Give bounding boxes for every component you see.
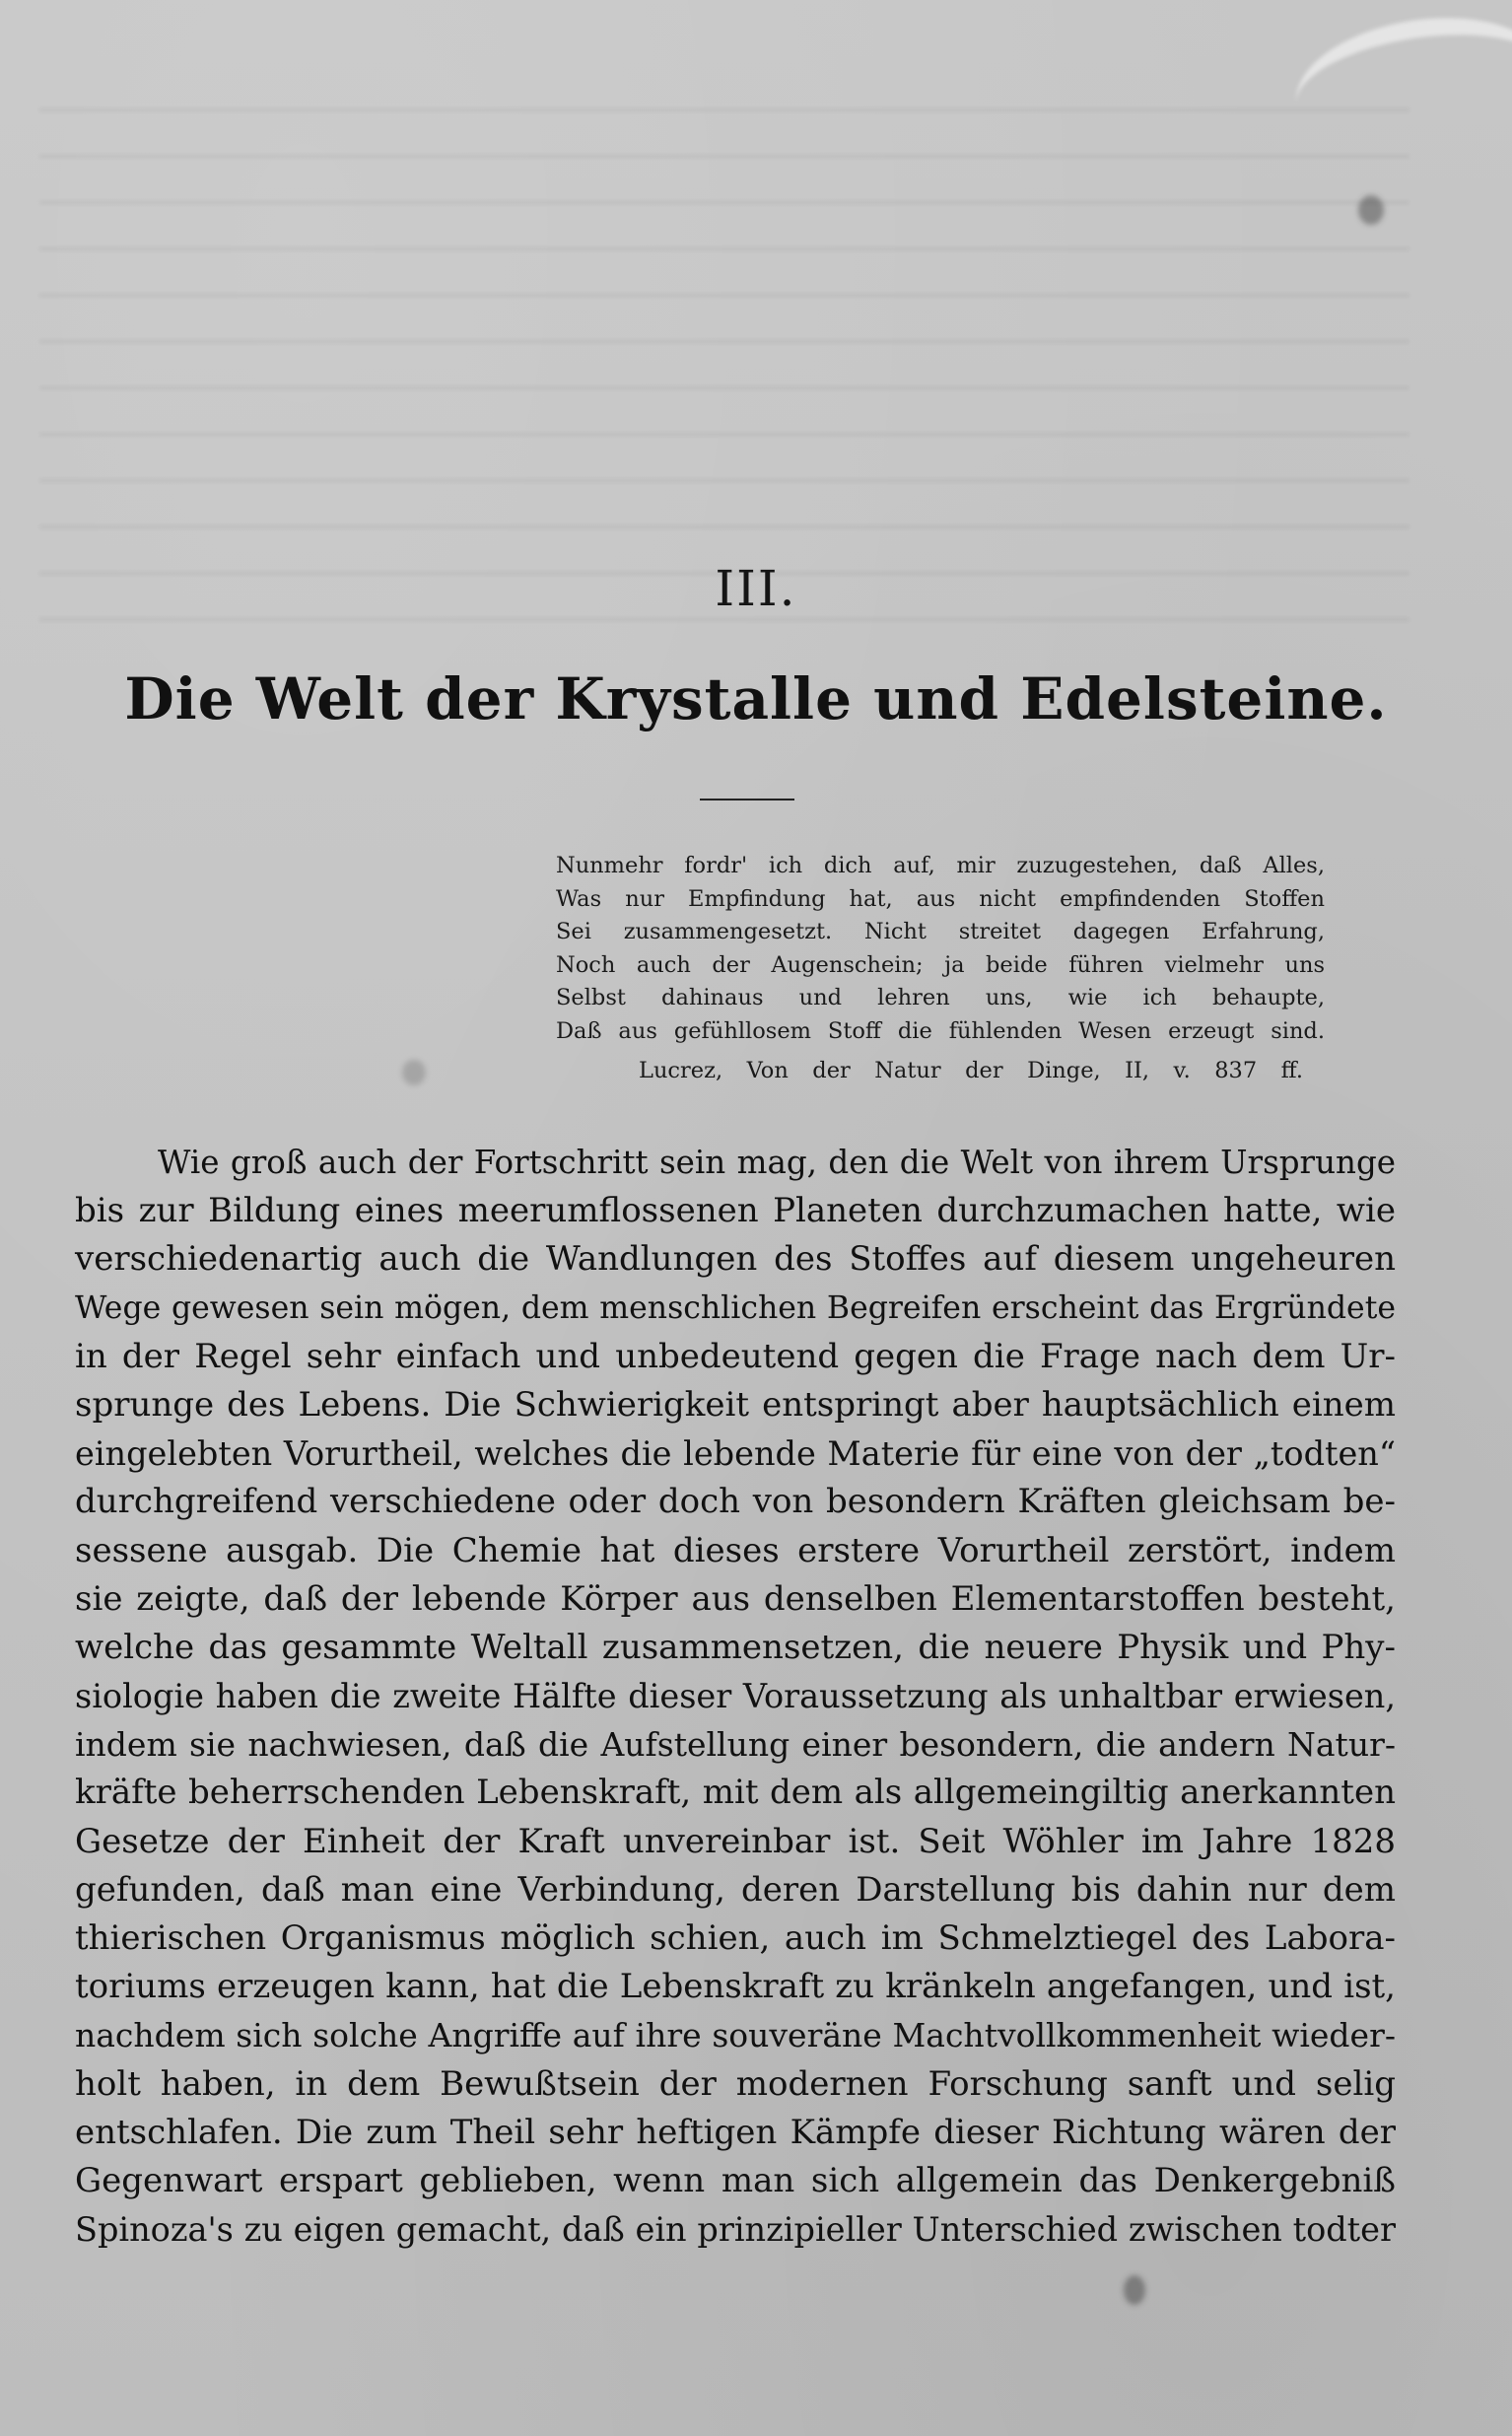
chapter-title: Die Welt der Krystalle und Edelsteine. [124,665,1388,732]
body-line: gefunden, daß man eine Verbindung, deren Darstellung bis dahin nur dem [75,1869,1396,1910]
title-divider [700,799,794,800]
epigraph [556,850,1325,1048]
body-line: Gegenwart erspart geblieben, wenn man sich allgemein das Denkergebniß [75,2160,1396,2200]
body-line: eingelebten Vorurtheil, welches die lebende Materie für eine von der „todten“ [75,1434,1396,1474]
body-line: durchgreifend verschiedene oder doch von besondern Kräften gleichsam be- [75,1482,1396,1522]
body-line: indem sie nachwiesen, daß die Aufstellung einer besondern, die andern Natur- [75,1725,1396,1765]
body-line: bis zur Bildung eines meerumflossenen Planeten durchzumachen hatte, wie [75,1191,1396,1231]
body-line: entschlafen. Die zum Theil sehr heftigen Kämpfe dieser Richtung wären der [75,2112,1396,2152]
epigraph-line: Daß aus gefühllosem Stoff die fühlenden Wesen erzeugt sind. [556,1017,1325,1044]
ink-smudge [1358,195,1384,225]
body-line: sessene ausgab. Die Chemie hat dieses erstere Vorurtheil zerstört, indem [75,1530,1396,1570]
epigraph-line: Selbst dahinaus und lehren uns, wie ich behaupte, [556,985,1325,1010]
epigraph-source: Lucrez, Von der Natur der Dinge, II, v. 837 ff. [639,1058,1303,1083]
body-line: verschiedenartig auch die Wandlungen des Stoffes auf diesem ungeheuren [75,1239,1396,1280]
body-line: toriums erzeugen kann, hat die Lebenskraft zu kränkeln angefangen, und ist, [75,1967,1396,2007]
ink-smudge [402,1060,426,1085]
bleed-through-text [39,108,1409,621]
body-line: in der Regel sehr einfach und unbedeutend gegen die Frage nach dem Ur- [75,1336,1396,1376]
body-line: holt haben, in dem Bewußtsein der modernen Forschung sanft und selig [75,2063,1396,2104]
body-line: kräfte beherrschenden Lebenskraft, mit dem als allgemeingiltig anerkannten [75,1773,1396,1813]
body-line: Wie groß auch der Fortschritt sein mag, den die Welt von ihrem Ursprunge [158,1144,1396,1181]
body-line: Wege gewesen sein mögen, dem menschlichen Begreifen erscheint das Ergründete [75,1289,1396,1326]
body-line: nachdem sich solche Angriffe auf ihre souveräne Machtvollkommenheit wieder- [75,2016,1396,2055]
body-line: thierischen Organismus möglich schien, auch im Schmelztiegel des Labora- [75,1918,1396,1958]
body-line: welche das gesammte Weltall zusammensetzen, die neuere Physik und Phy- [75,1627,1396,1667]
chapter-number: III. [715,560,797,617]
epigraph-line: Noch auch der Augenschein; ja beide führen vielmehr uns [556,951,1325,978]
body-paragraph [75,1139,1396,2254]
body-line: sprunge des Lebens. Die Schwierigkeit entspringt aber hauptsächlich einem [75,1384,1396,1425]
body-line: siologie haben die zweite Hälfte dieser Voraussetzung als unhaltbar erwiesen, [75,1677,1396,1716]
body-line: Gesetze der Einheit der Kraft unvereinbar ist. Seit Wöhler im Jahre 1828 [75,1821,1396,1861]
epigraph-line: Nunmehr fordr' ich dich auf, mir zuzugestehen, daß Alles, [556,853,1325,878]
epigraph-line: Was nur Empfindung hat, aus nicht empfindenden Stoffen [556,885,1325,912]
body-line: Spinoza's zu eigen gemacht, daß ein prinzipieller Unterschied zwischen todter [75,2210,1396,2250]
page-curl [1287,3,1512,174]
body-line: sie zeigte, daß der lebende Körper aus denselben Elementarstoffen besteht, [75,1578,1396,1619]
ink-smudge [1124,2275,1145,2305]
epigraph-line: Sei zusammengesetzt. Nicht streitet dagegen Erfahrung, [556,919,1325,944]
